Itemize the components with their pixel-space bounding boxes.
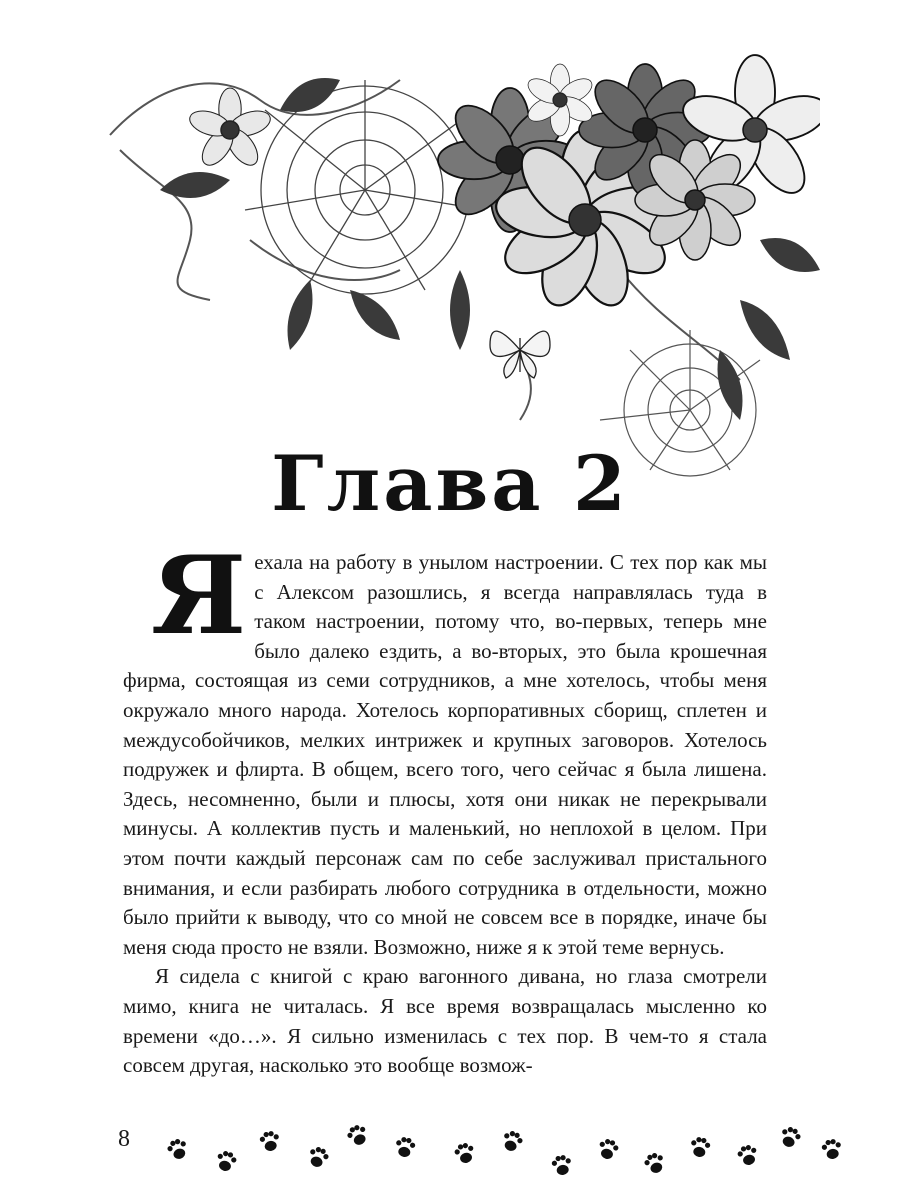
spider-web-icon — [245, 80, 485, 294]
paw-print-icon — [214, 1149, 238, 1173]
butterfly-icon — [490, 331, 550, 378]
paragraph — [123, 533, 767, 962]
paw-print-icon — [259, 1130, 281, 1153]
paw-print-icon — [821, 1138, 843, 1161]
paw-print-icon — [736, 1143, 760, 1167]
flower-icon — [635, 140, 755, 260]
paw-print-icon — [551, 1154, 573, 1177]
paw-print-icon — [689, 1136, 711, 1159]
paw-print-icon — [500, 1129, 525, 1154]
paw-print-icon — [165, 1137, 190, 1162]
floral-header-illustration — [100, 40, 820, 480]
drop-cap: Я — [151, 533, 247, 659]
paw-print-icon — [596, 1137, 620, 1161]
paw-print-icon — [394, 1136, 416, 1159]
paragraph: Я сидела с книгой с краю вагонного дивана, но глаза смотрели мимо, книга не читалась. Я все время возвращалась мысленно ко времени «до…». Я сильно изменилась с тех пор. В чем-то я стала совсем другая, насколько это вообще возмож- — [123, 964, 767, 1078]
page-number: 8 — [118, 1126, 130, 1152]
paw-print-icon — [453, 1141, 477, 1165]
paw-print-icon — [778, 1125, 803, 1150]
paw-print-icon — [345, 1122, 371, 1148]
paw-prints-ornament — [0, 1122, 900, 1192]
paw-print-icon — [306, 1145, 331, 1170]
paw-print-icon — [642, 1151, 667, 1176]
chapter-title: Глава 2 — [271, 438, 629, 528]
body-text — [123, 533, 767, 1081]
paragraph-text: ехала на работу в унылом настроении. С тех пор как мы с Алексом разошлись, я всегда направлялась туда в таком настроении, потому что, во-первых, теперь мне было далеко ездить, а во-вторых, это была крошечная фирма, состоящая из семи сотрудников, а мне хотелось, чтобы меня окружало много народа. Хотелось корпоративных сборищ, сплетен и междусобойчиков, мелких интрижек и крупных заговоров. Хотелось подружек и флирта. В общем, всего того, чего сейчас я была лишена. Здесь, несомненно, были и плюсы, хотя они никак не перекрывали минусы. А коллектив пусть и маленький, но неплохой в целом. При этом почти каждый персонаж сам по себе заслуживал пристального внимания, и если разбирать любого сотрудника в отдельности, можно было прийти к выводу, что со мной не совсем все в порядке, иначе бы меня сюда просто не взяли. Возможно, ниже я к этой теме вернусь. — [123, 550, 767, 959]
